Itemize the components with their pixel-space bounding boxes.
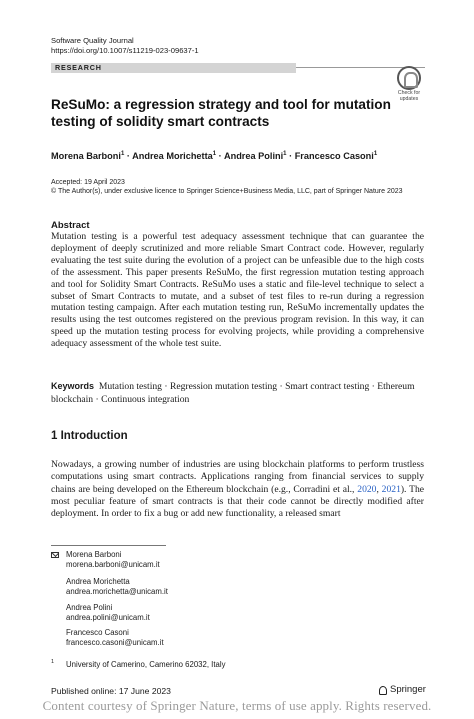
- contact-name: Morena Barboni: [66, 550, 122, 559]
- keywords: [51, 380, 424, 406]
- publisher-logo: [378, 684, 426, 695]
- abstract-heading: Abstract: [51, 220, 90, 231]
- contact-email[interactable]: morena.barboni@unicam.it: [66, 560, 160, 569]
- introduction-body: [51, 459, 424, 520]
- author-name[interactable]: Andrea Polini: [223, 151, 284, 162]
- author-name[interactable]: Francesco Casoni: [294, 151, 374, 162]
- doi-link[interactable]: https://doi.org/10.1007/s11219-023-09637-1: [51, 46, 199, 55]
- author-name[interactable]: Andrea Morichetta: [132, 151, 213, 162]
- contact-entry: [66, 628, 164, 648]
- contact-entry: [66, 550, 160, 570]
- intro-text: ). The most peculiar feature of smart contracts is that their code cannot be directly modified after deployment. In order to fix a bug or add new functionality, a released smart: [51, 483, 425, 520]
- affiliation-mark: 1: [212, 151, 217, 157]
- affiliation-number: 1: [51, 659, 55, 665]
- paper-title: ReSuMo: a regression strategy and tool for mutation testing of solidity smart contracts: [51, 97, 391, 129]
- citation-link[interactable]: 2020: [357, 483, 377, 495]
- contact-name: Andrea Morichetta: [66, 577, 130, 586]
- publisher-name: Springer: [390, 684, 426, 695]
- affiliation-mark: 1: [120, 151, 125, 157]
- copyright-notice: © The Author(s), under exclusive licence to Springer Science+Business Media, LLC, part of Springer Nature 2023: [51, 188, 403, 195]
- accepted-date: Accepted: 19 April 2023: [51, 179, 125, 186]
- contact-email[interactable]: francesco.casoni@unicam.it: [66, 638, 164, 647]
- section-label: RESEARCH: [51, 63, 296, 73]
- keywords-list: Mutation testing · Regression mutation testing · Smart contract testing · Ethereum blockchain · Continuous integration: [51, 381, 415, 405]
- contact-email[interactable]: andrea.polini@unicam.it: [66, 613, 150, 622]
- contact-email[interactable]: andrea.morichetta@unicam.it: [66, 587, 168, 596]
- journal-name: Software Quality Journal: [51, 36, 134, 45]
- citation-link[interactable]: 2021: [381, 483, 401, 495]
- footnote-divider: [51, 545, 166, 546]
- contact-entry: [66, 577, 168, 597]
- contact-entry: [66, 603, 150, 623]
- journal-header: [51, 36, 199, 56]
- affiliation-text: University of Camerino, Camerino 62032, Italy: [66, 660, 226, 669]
- contact-name: Andrea Polini: [66, 603, 113, 612]
- author-name[interactable]: Morena Barboni: [51, 151, 121, 162]
- citation-separator: ,: [376, 483, 382, 495]
- springer-horse-icon: [378, 685, 387, 695]
- affiliation-mark: 1: [373, 151, 378, 157]
- courtesy-watermark: Content courtesy of Springer Nature, terms of use apply. Rights reserved.: [42, 698, 432, 713]
- contact-name: Francesco Casoni: [66, 628, 129, 637]
- check-updates-label: Check for updates: [397, 90, 421, 102]
- section-heading: 1 Introduction: [51, 430, 128, 442]
- bookmark-icon: [397, 66, 421, 90]
- abstract-body: Mutation testing is a powerful test adequacy assessment technique that can guarantee the deployment of deeply scrutinized and more reliable Smart Contract code. However, regularly evaluating the test suite during the evolution of a project can be unfeasible due to the high costs of the assessment. This paper presents ReSuMo, the first regression mutation testing approach and tool for Solidity Smart Contracts. ReSuMo uses a static and file-level technique to select a subset of Smart Contracts to mutate, and a subset of test files to re-run during a regression mutation testing campaign. After each mutation testing run, ReSuMo incrementally updates the results using the test outcomes registered on the previous program revision. In this way, it can speed up the mutation testing process for evolving projects, while providing a comprehensive adequacy assessment of the whole test suite.: [51, 231, 424, 350]
- published-date: Published online: 17 June 2023: [51, 686, 171, 696]
- intro-text: Nowadays, a growing number of industries are using blockchain platforms to perform trustless computations using smart contracts. Applications ranging from financial services to supply chains are being developed on the Ethereum blockchain (e.g., Corradini et al.,: [51, 459, 424, 495]
- author-list: Morena Barboni$^1$ · Andrea Morichetta$^1$ · Andrea Polini$^1$ · Francesco Casoni$^1$: [51, 151, 378, 162]
- keywords-label: Keywords: [51, 381, 95, 391]
- envelope-icon: [51, 552, 59, 558]
- affiliation-mark: 1: [283, 151, 287, 157]
- check-for-updates-badge[interactable]: [392, 66, 426, 102]
